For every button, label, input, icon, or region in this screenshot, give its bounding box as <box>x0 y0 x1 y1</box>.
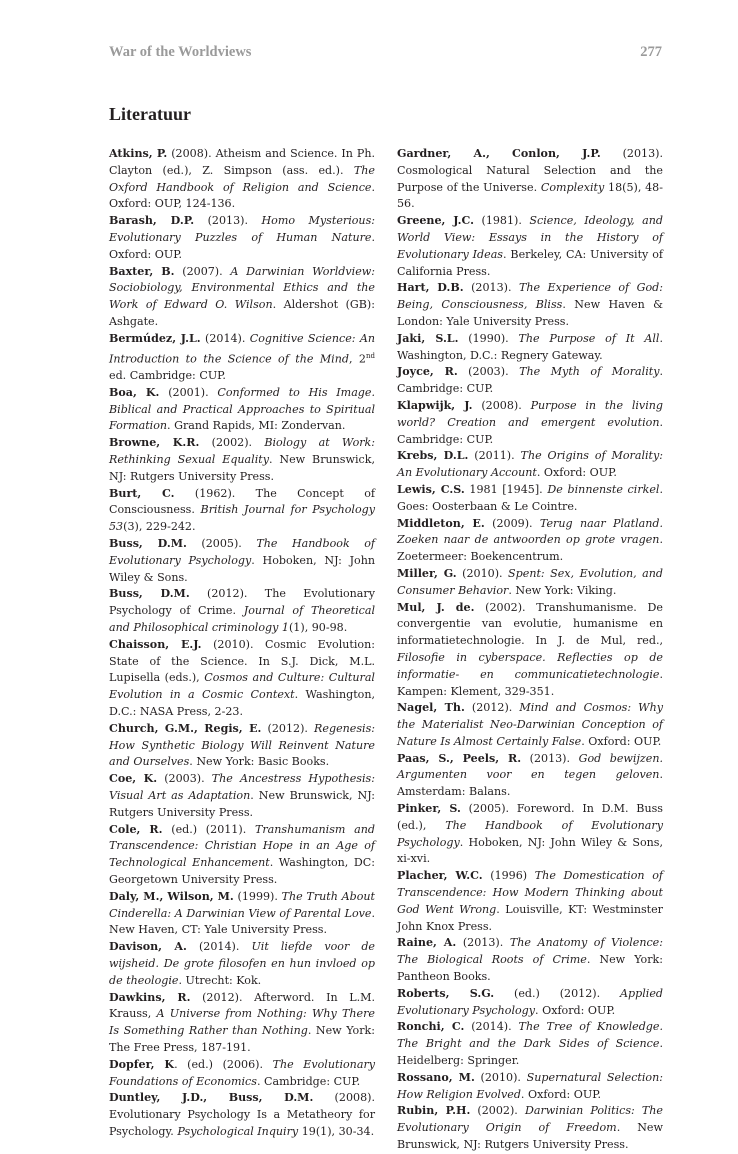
reference-title: Homo Mysterious: Evolutionary Puzzles of Human Nature <box>109 214 376 244</box>
reference-title: Mind and Cosmos: Why the Materialist Neo-Darwinian Conception of Nature Is Almost Certainly False <box>397 701 663 748</box>
reference-entry: Dopfer, K. (ed.) (2006). The Evolutionary Foundations of Economics. Cambridge: CUP. <box>109 1057 376 1088</box>
reference-title: The Origins of Morality: An Evolutionary Account <box>397 449 664 480</box>
reference-author: Greene, J.C. <box>397 214 474 228</box>
reference-author: Krebs, D.L. <box>397 449 469 463</box>
reference-title: The Truth About Cinderella: A Darwinian View of Parental Love <box>109 889 375 920</box>
reference-title: Science, Ideology, and World View: Essays in the History of Evolutionary Ideas <box>397 214 664 261</box>
reference-entry: Nagel, Th. (2012). Mind and Cosmos: Why the Materialist Neo-Darwinian Conception of Nature Is Almost Certainly False. Oxford: OUP. <box>397 701 663 748</box>
reference-title: Uit liefde voor de wijsheid. De grote filosofen en hun invloed op de theologie <box>109 940 375 987</box>
reference-entry: Cole, R. (ed.) (2011). Transhumanism and Transcendence: Christian Hope in an Age of Technological Enhancement. Washington, DC: Georgetown University Press. <box>109 822 376 886</box>
reference-entry: Hart, D.B. (2013). The Experience of God: Being, Consciousness, Bliss. New Haven & London: Yale University Press. <box>397 281 663 328</box>
running-head <box>109 44 662 62</box>
reference-entry: Middleton, E. (2009). Terug naar Platland. Zoeken naar de antwoorden op grote vragen. Zoetermeer: Boekencentrum. <box>397 516 664 564</box>
reference-author: Nagel, Th. <box>397 701 465 715</box>
reference-author: Buss, D.M. <box>109 587 190 601</box>
reference-title: Terug naar Platland. Zoeken naar de antwoorden op grote vragen <box>397 516 664 547</box>
reference-author: Chaisson, E.J. <box>109 637 202 651</box>
reference-entry: Lewis, C.S. 1981 [1945]. De binnenste cirkel. Goes: Oosterbaan & Le Cointre. <box>397 482 663 513</box>
superscript: nd <box>365 351 375 360</box>
reference-author: Klapwijk, J. <box>397 398 473 412</box>
reference-author: Jaki, S.L. <box>397 331 459 345</box>
reference-author: Raine, A. <box>397 936 457 950</box>
reference-author: Middleton, E. <box>397 516 485 530</box>
reference-author: Browne, K.R. <box>109 436 200 450</box>
reference-author: Pinker, S. <box>397 802 461 816</box>
reference-author: Coe, K. <box>109 772 158 786</box>
reference-author: Barash, D.P. <box>109 214 195 228</box>
reference-title: The Handbook of Evolutionary Psychology <box>109 537 376 567</box>
reference-author: Davison, A. <box>109 940 187 954</box>
reference-title: Journal of Theoretical and Philosophical criminology 1 <box>109 604 376 634</box>
reference-entry: Rossano, M. (2010). Supernatural Selection: How Religion Evolved. Oxford: OUP. <box>397 1070 663 1101</box>
reference-title: De binnenste cirkel <box>547 482 660 496</box>
reference-author: Rubin, P.H. <box>397 1104 471 1118</box>
reference-title: The Anatomy of Violence: The Biological Roots of Crime <box>397 936 663 967</box>
reference-entry: Church, G.M., Regis, E. (2012). Regenesis: How Synthetic Biology Will Reinvent Nature and Ourselves. New York: Basic Books. <box>109 721 376 769</box>
reference-title: Transhumanism and Transcendence: Christian Hope in an Age of Technological Enhancement <box>109 822 376 870</box>
reference-entry: Joyce, R. (2003). The Myth of Morality. Cambridge: CUP. <box>397 365 664 396</box>
running-title: War of the Worldviews <box>109 44 252 60</box>
reference-title: Filosofie in cyberspace. Reflecties op de informatie- en communicatietechnologie <box>397 650 663 681</box>
reference-entry: Rubin, P.H. (2002). Darwinian Politics: The Evolutionary Origin of Freedom. New Brunswick, NJ: Rutgers University Press. <box>397 1104 663 1152</box>
reference-title: Spent: Sex, Evolution, and Consumer Behavior <box>397 566 664 597</box>
reference-title: Cognitive Science: An Introduction to the Science of the Mind <box>109 331 375 366</box>
reference-author: Burt, C. <box>109 486 175 500</box>
reference-author: Daly, M., Wilson, M. <box>109 889 234 903</box>
reference-entry: Boa, K. (2001). Conformed to His Image. Biblical and Practical Approaches to Spiritual Formation. Grand Rapids, MI: Zondervan. <box>109 385 375 433</box>
reference-title: Conformed to His Image. Biblical and Practical Approaches to Spiritual Formation <box>109 385 375 433</box>
page-number: 277 <box>640 44 662 60</box>
reference-title: Darwinian Politics: The Evolutionary Origin of Freedom <box>397 1104 663 1135</box>
reference-entry: Bermúdez, J.L. (2014). Cognitive Science: An Introduction to the Science of the Mind, 2nd ed. Cambridge: CUP. <box>109 331 375 383</box>
reference-entry: Klapwijk, J. (2008). Purpose in the living world? Creation and emergent evolution. Cambridge: CUP. <box>397 398 663 446</box>
reference-author: Ronchi, C. <box>397 1020 465 1034</box>
reference-author: Hart, D.B. <box>397 281 464 295</box>
reference-title: The Evolutionary Foundations of Economics <box>109 1057 376 1088</box>
reference-author: Joyce, R. <box>397 365 458 379</box>
reference-title: Cosmos and Culture: Cultural Evolution in a Cosmic Context <box>109 671 375 702</box>
reference-entry: Duntley, J.D., Buss, D.M. (2008). Evolutionary Psychology Is a Metatheory for Psychology. Psychological Inquiry 19(1), 30-34. <box>109 1091 375 1138</box>
reference-title: The Tree of Knowledge. The Bright and the Dark Sides of Science <box>397 1020 663 1051</box>
reference-title: British Journal for Psychology 53 <box>109 503 376 534</box>
reference-entry: Dawkins, R. (2012). Afterword. In L.M. Krauss, A Universe from Nothing: Why There Is Something Rather than Nothing. New York: The Free Press, 187-191. <box>109 990 375 1054</box>
reference-entry: Pinker, S. (2005). Foreword. In D.M. Buss (ed.), The Handbook of Evolutionary Psychology. Hoboken, NJ: John Wiley & Sons, xi-xvi. <box>397 802 663 866</box>
reference-title: Complexity <box>540 180 605 194</box>
reference-entry: Buss, D.M. (2005). The Handbook of Evolutionary Psychology. Hoboken, NJ: John Wiley & Sons. <box>109 537 376 584</box>
reference-title: Regenesis: How Synthetic Biology Will Reinvent Nature and Ourselves <box>109 721 376 769</box>
reference-title: The Purpose of It All <box>518 331 660 345</box>
reference-author: Rossano, M. <box>397 1070 475 1084</box>
reference-title: A Darwinian Worldview: Sociobiology, Environmental Ethics and the Work of Edward O. Wilson <box>109 264 375 312</box>
reference-entry: Barash, D.P. (2013). Homo Mysterious: Evolutionary Puzzles of Human Nature. Oxford: OUP. <box>109 214 376 261</box>
reference-author: Placher, W.C. <box>397 869 483 883</box>
reference-author: Roberts, S.G. <box>397 986 495 1000</box>
reference-entry: Ronchi, C. (2014). The Tree of Knowledge. The Bright and the Dark Sides of Science. Heidelberg: Springer. <box>397 1020 663 1068</box>
reference-entry: Mul, J. de. (2002). Transhumanisme. De convergentie van evolutie, humanisme en informatietechnologie. In J. de Mul, red., Filosofie in cyberspace. Reflecties op de informatie- en communicatietechnologie. Kampen: Klement, 329-351. <box>397 600 664 698</box>
reference-author: Gardner, A., Conlon, J.P. <box>397 147 601 160</box>
reference-author: Bermúdez, J.L. <box>109 331 201 345</box>
reference-entry: Greene, J.C. (1981). Science, Ideology, and World View: Essays in the History of Evolutionary Ideas. Berkeley, CA: University of California Press. <box>397 214 664 278</box>
reference-author: Cole, R. <box>109 822 163 836</box>
reference-author: Atkins, P. <box>109 147 168 160</box>
reference-entry: Atkins, P. (2008). Atheism and Science. In Ph. Clayton (ed.), Z. Simpson (ass. ed.). The Oxford Handbook of Religion and Science. Oxford: OUP, 124-136. <box>109 147 376 211</box>
reference-entry: Krebs, D.L. (2011). The Origins of Morality: An Evolutionary Account. Oxford: OUP. <box>397 449 664 480</box>
reference-entry: Buss, D.M. (2012). The Evolutionary Psychology of Crime. Journal of Theoretical and Philosophical criminology 1(1), 90-98. <box>109 587 376 634</box>
reference-entry: Placher, W.C. (1996) The Domestication of Transcendence: How Modern Thinking about God Went Wrong. Louisville, KT: Westminster John Knox Press. <box>397 869 663 933</box>
reference-entry: Davison, A. (2014). Uit liefde voor de wijsheid. De grote filosofen en hun invloed op de theologie. Utrecht: Kok. <box>109 940 375 987</box>
reference-entry: Burt, C. (1962). The Concept of Consciousness. British Journal for Psychology 53(3), 229-242. <box>109 486 376 534</box>
reference-entry: Coe, K. (2003). The Ancestress Hypothesis: Visual Art as Adaptation. New Brunswick, NJ: Rutgers University Press. <box>109 772 375 819</box>
reference-entry: Jaki, S.L. (1990). The Purpose of It All. Washington, D.C.: Regnery Gateway. <box>397 331 664 362</box>
reference-author: Paas, S., Peels, R. <box>397 751 522 765</box>
reference-entry: Miller, G. (2010). Spent: Sex, Evolution, and Consumer Behavior. New York: Viking. <box>397 566 664 597</box>
reference-title: God bewijzen. Argumenten voor en tegen geloven <box>397 751 663 782</box>
reference-entry: Raine, A. (2013). The Anatomy of Violence: The Biological Roots of Crime. New York: Pantheon Books. <box>397 936 663 984</box>
reference-entry: Browne, K.R. (2002). Biology at Work: Rethinking Sexual Equality. New Brunswick, NJ: Rutgers University Press. <box>109 436 376 483</box>
reference-title: Applied Evolutionary Psychology <box>397 986 663 1017</box>
reference-author: Mul, J. de. <box>397 600 475 614</box>
reference-author: Duntley, J.D., Buss, D.M. <box>109 1091 314 1105</box>
reference-title: Psychological Inquiry <box>177 1124 299 1138</box>
reference-entry: Gardner, A., Conlon, J.P. (2013). Cosmological Natural Selection and the Purpose of the Universe. Complexity 18(5), 48-56. <box>397 147 663 211</box>
reference-title: The Oxford Handbook of Religion and Science <box>109 163 375 194</box>
reference-title: The Domestication of Transcendence: How Modern Thinking about God Went Wrong <box>397 869 663 916</box>
reference-title: The Myth of Morality <box>519 365 660 379</box>
reference-author: Church, G.M., Regis, E. <box>109 721 262 735</box>
reference-title: Biology at Work: Rethinking Sexual Equality <box>109 436 376 467</box>
reference-title: Purpose in the living world? Creation and emergent evolution <box>397 398 663 429</box>
reference-author: Miller, G. <box>397 566 457 580</box>
references-left-column <box>109 146 375 1141</box>
reference-author: Dawkins, R. <box>109 990 191 1004</box>
reference-author: Lewis, C.S. <box>397 482 465 496</box>
reference-entry: Baxter, B. (2007). A Darwinian Worldview: Sociobiology, Environmental Ethics and the Work of Edward O. Wilson. Aldershot (GB): Ashgate. <box>109 264 376 328</box>
reference-author: Baxter, B. <box>109 264 175 278</box>
reference-entry: Paas, S., Peels, R. (2013). God bewijzen. Argumenten voor en tegen geloven. Amsterdam: Balans. <box>397 751 663 799</box>
reference-title: The Experience of God: Being, Consciousness, Bliss <box>397 281 663 312</box>
reference-title: A Universe from Nothing: Why There Is Something Rather than Nothing <box>109 1007 375 1038</box>
reference-author: Buss, D.M. <box>109 537 187 551</box>
section-title: Literatuur <box>109 104 191 124</box>
reference-author: Boa, K. <box>109 385 160 399</box>
reference-entry: Chaisson, E.J. (2010). Cosmic Evolution: State of the Science. In S.J. Dick, M.L. Lupisella (eds.), Cosmos and Culture: Cultural Evolution in a Cosmic Context. Washington, D.C.: NASA Press, 2-23. <box>109 637 376 718</box>
reference-entry: Daly, M., Wilson, M. (1999). The Truth About Cinderella: A Darwinian View of Parental Love. New Haven, CT: Yale University Press. <box>109 889 375 937</box>
reference-entry: Roberts, S.G. (ed.) (2012). Applied Evolutionary Psychology. Oxford: OUP. <box>397 986 663 1017</box>
reference-author: Dopfer, K <box>109 1057 175 1071</box>
reference-title: The Handbook of Evolutionary Psychology <box>397 818 663 849</box>
references-right-column <box>397 146 663 1154</box>
reference-title: The Ancestress Hypothesis: Visual Art as Adaptation <box>109 772 375 802</box>
reference-title: Supernatural Selection: How Religion Evolved <box>397 1070 663 1101</box>
